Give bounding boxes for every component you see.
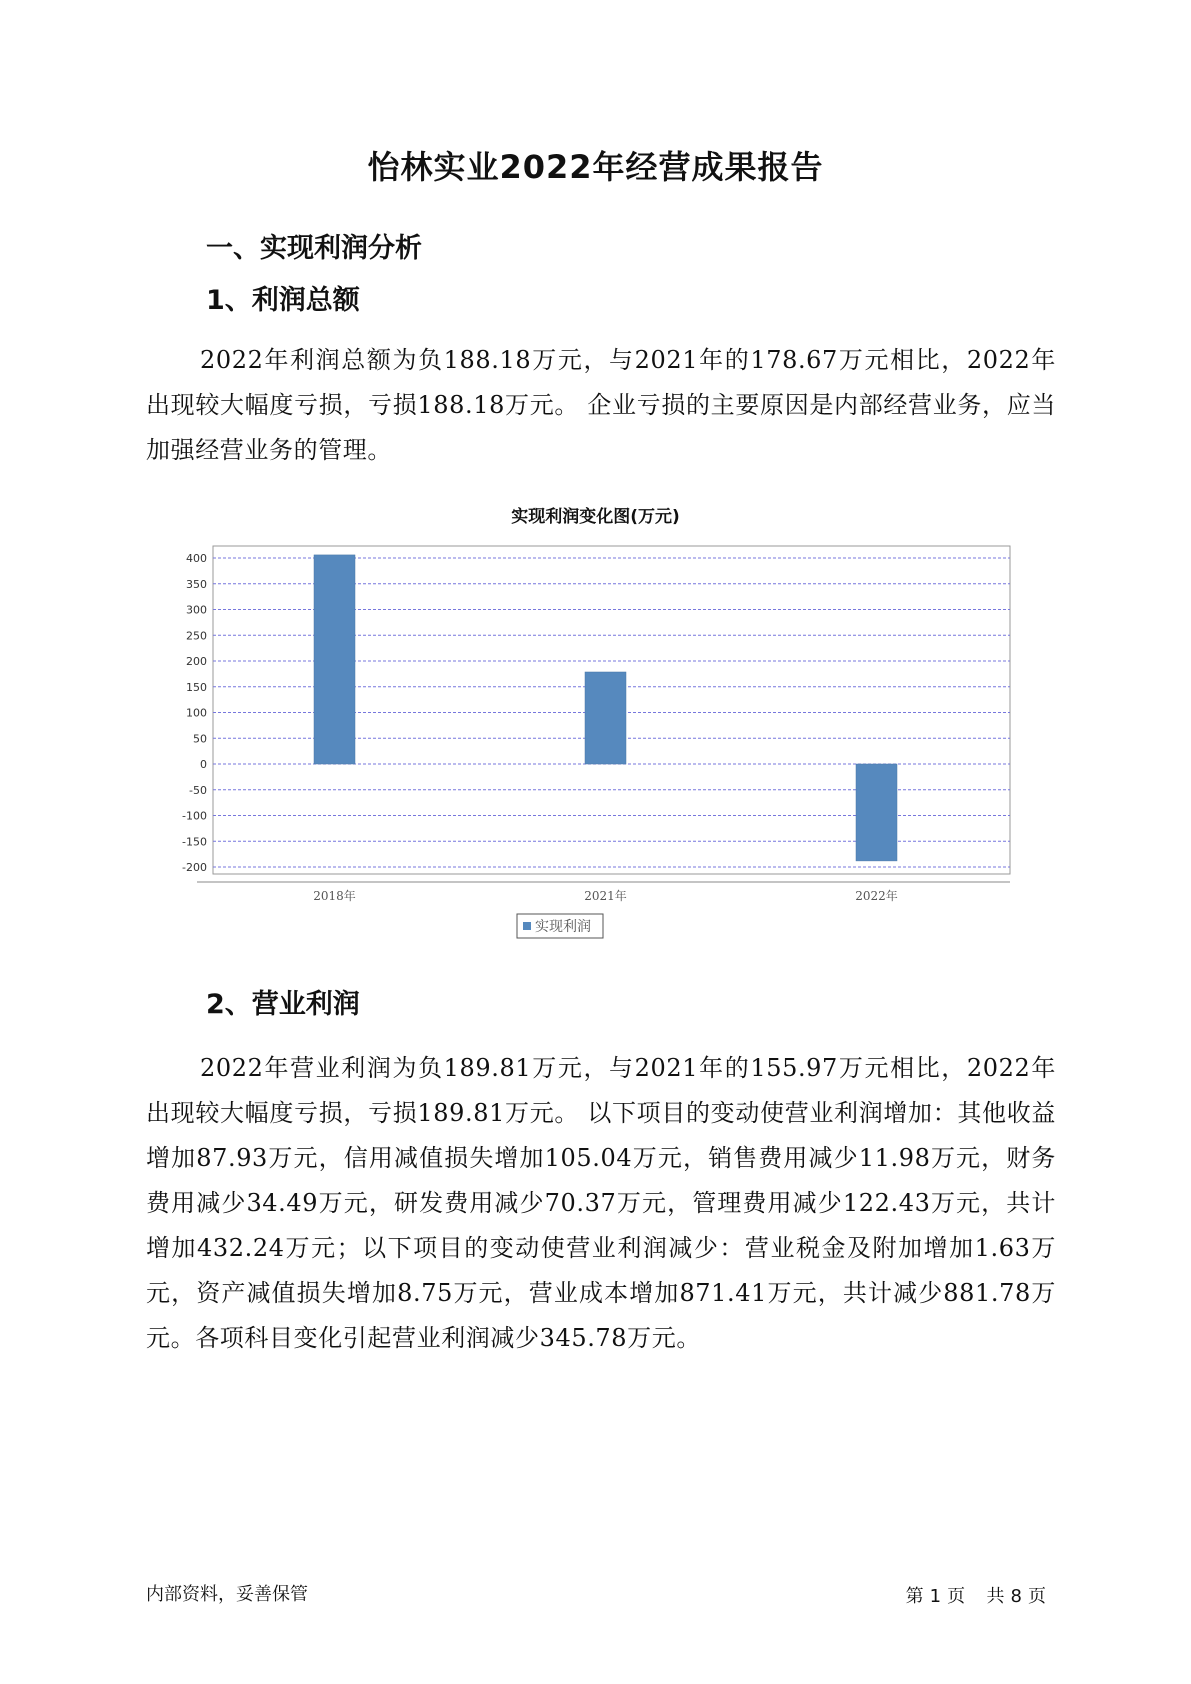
y-tick-label: 400 [186, 552, 207, 565]
footer-confidential-note: 内部资料，妥善保管 [146, 1584, 308, 1605]
document-title: 怡林实业2022年经营成果报告 [367, 148, 824, 186]
subsection-heading-operating-profit: 2、营业利润 [206, 989, 360, 1020]
subsection-heading-total-profit: 1、利润总额 [206, 285, 360, 316]
footer-page-indicator [903, 1582, 1049, 1608]
y-tick-label: -150 [182, 835, 207, 849]
x-tick-label: 2021年 [584, 889, 627, 903]
page-number: 1 [929, 1586, 942, 1607]
legend-label: 实现利润 [535, 919, 591, 935]
x-tick-label: 2018年 [313, 889, 356, 903]
y-tick-label: 150 [186, 680, 207, 694]
total-unit: 页 [1028, 1586, 1046, 1607]
section-heading-profit-analysis: 一、实现利润分析 [206, 233, 422, 264]
page-unit: 页 [947, 1586, 966, 1607]
y-tick-label: 0 [200, 758, 207, 771]
operating-profit-paragraph: 2022年营业利润为负189.81万元，与2021年的155.97万元相比，2022年出现较大幅度亏损，亏损189.81万元。 以下项目的变动使营业利润增加：其他收益增加87.93万元，信用减值损失增加105.04万元，销售费用减少11.98万元，财务费用减少34.49万元，研发费用减少70.37万元，管理费用减少122.43万元，共计增加432.24万元；以下项目的变动使营业利润减少：营业税金及附加增加1.63万元，资产减值损失增加8.75万元，营业成本增加871.41万元，共计减少881.78万元。各项科目变化引起营业利润减少345.78万元。 [146, 1054, 1056, 1352]
y-tick-label: -100 [182, 809, 207, 823]
y-tick-label: 50 [193, 732, 207, 746]
bar [585, 672, 626, 764]
total-pages: 8 [1010, 1586, 1022, 1607]
bar [314, 555, 355, 764]
profit-bar-chart [170, 536, 1020, 956]
total-prefix: 共 [986, 1586, 1005, 1607]
legend-swatch [523, 922, 531, 930]
x-tick-label: 2022年 [855, 889, 898, 903]
y-tick-label: -200 [182, 861, 207, 874]
y-tick-label: 250 [186, 629, 207, 643]
y-tick-label: 300 [186, 603, 207, 617]
y-tick-label: 200 [186, 655, 207, 668]
bar [856, 764, 897, 861]
chart-title: 实现利润变化图(万元) [511, 507, 680, 527]
page-prefix: 第 [905, 1586, 924, 1607]
y-tick-label: -50 [189, 783, 207, 797]
y-tick-label: 100 [186, 706, 207, 720]
total-profit-paragraph: 2022年利润总额为负188.18万元，与2021年的178.67万元相比，2022年出现较大幅度亏损，亏损188.18万元。 企业亏损的主要原因是内部经营业务，应当加强经营业务的管理。 [146, 346, 1056, 464]
y-tick-label: 350 [186, 577, 207, 591]
